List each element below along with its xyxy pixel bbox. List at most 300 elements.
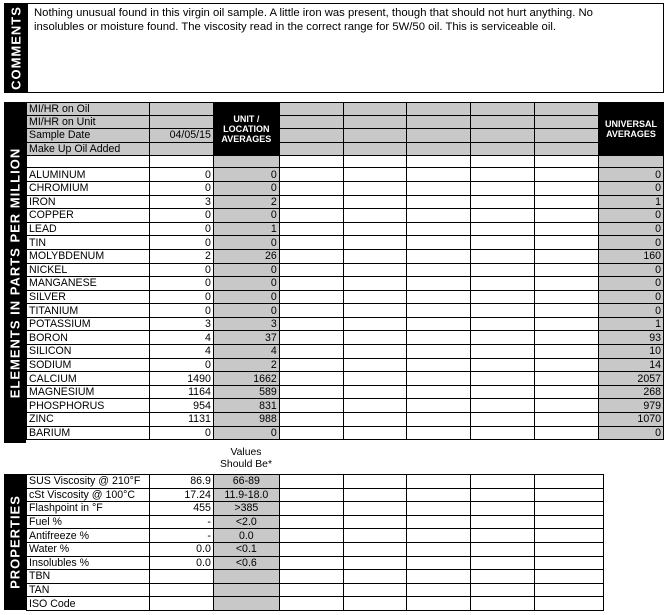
empty-cell [407,103,471,116]
empty-cell [343,155,407,168]
empty-cell [279,529,343,543]
empty-cell [471,304,535,318]
empty-cell [535,317,599,331]
empty-cell [535,372,599,386]
element-universal-average: 268 [598,385,663,399]
empty-cell [343,358,407,372]
element-unit-average: 0 [213,209,279,223]
info-value [149,142,213,155]
element-value: 0 [149,304,213,318]
element-universal-average: 10 [598,345,663,359]
empty-cell [407,290,471,304]
element-row [27,385,664,399]
element-name: LEAD [27,222,150,236]
property-name: ISO Code [27,597,150,611]
empty-cell [471,358,535,372]
empty-cell [279,142,343,155]
empty-cell [407,426,471,440]
info-value [149,103,213,116]
element-value: 0 [149,290,213,304]
info-label: Sample Date [27,129,150,142]
element-universal-average: 14 [598,358,663,372]
empty-cell [407,116,471,129]
comments-text: Nothing unusual found in this virgin oil sample. A little iron was present, though that should not hurt anything. No insolubles or moisture found. The viscosity read in the correct range for 5W/50 oil. This is serviceable oil. [34,7,593,33]
empty-cell [279,597,343,611]
empty-cell [535,583,604,597]
empty-cell [279,195,343,209]
empty-cell [407,263,471,277]
empty-cell [407,570,471,584]
empty-cell [471,116,535,129]
element-value: 3 [149,195,213,209]
empty-cell [407,142,471,155]
empty-cell [343,277,407,291]
property-value: 455 [149,502,213,516]
empty-cell [471,222,535,236]
element-value: 4 [149,331,213,345]
empty-cell [343,570,407,584]
empty-cell [279,129,343,142]
empty-cell [279,475,343,489]
info-label: MI/HR on Unit [27,116,150,129]
property-value: 86.9 [149,475,213,489]
empty-cell [407,181,471,195]
empty-cell [535,304,599,318]
element-universal-average: 0 [598,222,663,236]
empty-cell [471,597,535,611]
property-row [27,515,604,529]
empty-cell [343,181,407,195]
info-row [27,116,664,129]
empty-cell [535,195,599,209]
property-value: - [149,515,213,529]
empty-cell [471,277,535,291]
element-name: SILICON [27,345,150,359]
element-name: IRON [27,195,150,209]
element-value: 0 [149,263,213,277]
info-label: Make Up Oil Added [27,142,150,155]
info-value: 04/05/15 [149,129,213,142]
element-universal-average: 0 [598,181,663,195]
empty-cell [279,181,343,195]
element-value: 3 [149,317,213,331]
empty-cell [279,116,343,129]
empty-cell [279,222,343,236]
empty-cell [471,583,535,597]
property-row [27,502,604,516]
empty-cell [535,345,599,359]
empty-cell [407,209,471,223]
empty-cell [279,263,343,277]
empty-cell [407,317,471,331]
empty-cell [407,358,471,372]
empty-cell [279,372,343,386]
property-value: 0.0 [149,556,213,570]
empty-cell [343,249,407,263]
empty-cell [407,372,471,386]
element-row [27,236,664,250]
empty-cell [535,358,599,372]
property-name: Insolubles % [27,556,150,570]
empty-cell [471,168,535,182]
empty-cell [279,249,343,263]
empty-cell [343,168,407,182]
empty-cell [535,385,599,399]
empty-cell [279,304,343,318]
empty-cell [343,345,407,359]
empty-cell [343,263,407,277]
element-name: MAGNESIUM [27,385,150,399]
element-unit-average: 0 [213,181,279,195]
info-row [27,142,664,155]
empty-cell [471,103,535,116]
element-row [27,317,664,331]
element-row [27,426,664,440]
empty-cell [471,142,535,155]
property-should-be: >385 [213,502,279,516]
empty-cell [343,413,407,427]
unit-averages-header: UNIT / LOCATION AVERAGES [213,103,279,156]
empty-cell [535,168,599,182]
empty-cell [343,542,407,556]
element-row [27,304,664,318]
element-universal-average: 0 [598,263,663,277]
property-should-be: <2.0 [213,515,279,529]
empty-cell [471,345,535,359]
empty-cell [535,249,599,263]
element-unit-average: 589 [213,385,279,399]
empty-cell [279,290,343,304]
property-row [27,597,604,611]
element-row [27,331,664,345]
empty-cell [535,222,599,236]
empty-cell [343,583,407,597]
element-row [27,181,664,195]
element-unit-average: 2 [213,195,279,209]
empty-cell [535,597,604,611]
empty-cell [471,195,535,209]
element-name: PHOSPHORUS [27,399,150,413]
empty-cell [279,168,343,182]
empty-cell [535,515,604,529]
property-row [27,475,604,489]
empty-cell [471,502,535,516]
empty-cell [471,529,535,543]
elements-table [26,102,664,440]
element-universal-average: 0 [598,304,663,318]
property-name: SUS Viscosity @ 210°F [27,475,150,489]
empty-cell [343,116,407,129]
empty-cell [343,385,407,399]
element-row [27,195,664,209]
spacer-row [27,155,664,168]
empty-cell [407,515,471,529]
element-unit-average: 1 [213,222,279,236]
info-row [27,103,664,116]
empty-cell [471,331,535,345]
property-should-be: <0.1 [213,542,279,556]
empty-cell [343,399,407,413]
element-unit-average: 0 [213,277,279,291]
element-row [27,399,664,413]
element-value: 1490 [149,372,213,386]
element-unit-average: 3 [213,317,279,331]
property-should-be [213,570,279,584]
element-name: MANGANESE [27,277,150,291]
empty-cell [407,529,471,543]
empty-cell [535,399,599,413]
empty-cell [535,263,599,277]
empty-cell [407,556,471,570]
empty-cell [535,529,604,543]
element-unit-average: 988 [213,413,279,427]
element-unit-average: 37 [213,331,279,345]
element-row [27,277,664,291]
element-row [27,358,664,372]
empty-cell [471,263,535,277]
universal-averages-header: UNIVERSAL AVERAGES [598,103,663,156]
element-value: 0 [149,358,213,372]
element-universal-average: 979 [598,399,663,413]
element-row [27,263,664,277]
empty-cell [535,488,604,502]
empty-cell [471,249,535,263]
empty-cell [471,413,535,427]
property-name: cSt Viscosity @ 100°C [27,488,150,502]
empty-cell [407,597,471,611]
property-name: Antifreeze % [27,529,150,543]
empty-cell [279,155,343,168]
empty-cell [343,515,407,529]
elements-side-label: ELEMENTS IN PARTS PER MILLION [4,102,26,443]
empty-cell [407,249,471,263]
empty-cell [471,570,535,584]
empty-cell [343,209,407,223]
element-name: POTASSIUM [27,317,150,331]
properties-side-label: PROPERTIES [4,474,26,610]
element-unit-average: 0 [213,426,279,440]
element-universal-average: 93 [598,331,663,345]
empty-cell [279,426,343,440]
property-should-be: 11.9-18.0 [213,488,279,502]
info-row [27,129,664,142]
empty-cell [407,277,471,291]
empty-cell [407,488,471,502]
empty-cell [471,155,535,168]
empty-cell [343,529,407,543]
element-universal-average: 0 [598,290,663,304]
empty-cell [407,542,471,556]
element-unit-average: 0 [213,263,279,277]
property-value: - [149,529,213,543]
empty-cell [471,181,535,195]
element-name: CHROMIUM [27,181,150,195]
empty-cell [407,195,471,209]
empty-cell [471,542,535,556]
element-unit-average: 0 [213,236,279,250]
empty-cell [279,345,343,359]
empty-cell [535,426,599,440]
element-unit-average: 0 [213,290,279,304]
element-value: 0 [149,426,213,440]
empty-cell [279,331,343,345]
element-row [27,168,664,182]
property-name: Water % [27,542,150,556]
element-row [27,413,664,427]
element-universal-average: 1070 [598,413,663,427]
element-universal-average: 0 [598,209,663,223]
empty-cell [407,583,471,597]
empty-cell [598,155,663,168]
element-row [27,222,664,236]
empty-cell [149,155,213,168]
empty-cell [535,413,599,427]
element-name: TITANIUM [27,304,150,318]
property-row [27,542,604,556]
element-universal-average: 0 [598,426,663,440]
property-value [149,597,213,611]
empty-cell [407,399,471,413]
empty-cell [343,222,407,236]
empty-cell [279,488,343,502]
element-name: NICKEL [27,263,150,277]
element-name: ALUMINUM [27,168,150,182]
element-row [27,249,664,263]
empty-cell [279,570,343,584]
empty-cell [535,116,599,129]
property-row [27,570,604,584]
element-name: BARIUM [27,426,150,440]
property-name: TBN [27,570,150,584]
empty-cell [471,556,535,570]
empty-cell [407,304,471,318]
empty-cell [343,597,407,611]
empty-cell [471,488,535,502]
empty-cell [471,290,535,304]
empty-cell [279,515,343,529]
empty-cell [279,385,343,399]
empty-cell [535,570,604,584]
element-name: BORON [27,331,150,345]
empty-cell [471,317,535,331]
empty-cell [535,331,599,345]
element-unit-average: 0 [213,304,279,318]
empty-cell [279,502,343,516]
empty-cell [471,385,535,399]
element-row [27,290,664,304]
empty-cell [535,103,599,116]
empty-cell [279,236,343,250]
empty-cell [407,168,471,182]
empty-cell [535,277,599,291]
element-unit-average: 4 [213,345,279,359]
empty-cell [535,502,604,516]
element-value: 954 [149,399,213,413]
info-value [149,116,213,129]
element-name: MOLYBDENUM [27,249,150,263]
property-name: TAN [27,583,150,597]
element-universal-average: 2057 [598,372,663,386]
empty-cell [343,290,407,304]
empty-cell [343,317,407,331]
empty-cell [471,372,535,386]
values-should-be-header: Values Should Be* [220,447,272,470]
empty-cell [471,129,535,142]
element-value: 1164 [149,385,213,399]
info-label: MI/HR on Oil [27,103,150,116]
element-name: SILVER [27,290,150,304]
element-universal-average: 1 [598,195,663,209]
empty-cell [535,129,599,142]
element-universal-average: 1 [598,317,663,331]
element-unit-average: 0 [213,168,279,182]
empty-cell [343,372,407,386]
empty-cell [279,399,343,413]
element-name: TIN [27,236,150,250]
empty-cell [279,583,343,597]
property-row [27,583,604,597]
property-row [27,488,604,502]
element-unit-average: 1662 [213,372,279,386]
property-should-be: 0.0 [213,529,279,543]
empty-cell [535,209,599,223]
element-unit-average: 831 [213,399,279,413]
empty-cell [407,502,471,516]
empty-cell [279,209,343,223]
element-universal-average: 160 [598,249,663,263]
properties-table [26,474,604,611]
property-value: 17.24 [149,488,213,502]
element-value: 1131 [149,413,213,427]
empty-cell [27,155,150,168]
empty-cell [407,385,471,399]
empty-cell [343,236,407,250]
empty-cell [407,413,471,427]
empty-cell [279,103,343,116]
empty-cell [535,142,599,155]
empty-cell [279,542,343,556]
element-universal-average: 0 [598,236,663,250]
empty-cell [407,129,471,142]
property-value: 0.0 [149,542,213,556]
empty-cell [343,556,407,570]
empty-cell [213,155,279,168]
empty-cell [343,331,407,345]
empty-cell [343,129,407,142]
property-should-be: <0.6 [213,556,279,570]
empty-cell [407,236,471,250]
empty-cell [407,331,471,345]
property-row [27,556,604,570]
empty-cell [407,222,471,236]
empty-cell [343,195,407,209]
empty-cell [279,317,343,331]
property-name: Fuel % [27,515,150,529]
property-should-be [213,583,279,597]
empty-cell [343,475,407,489]
empty-cell [471,475,535,489]
element-value: 0 [149,222,213,236]
element-value: 0 [149,209,213,223]
element-value: 0 [149,181,213,195]
property-value [149,583,213,597]
element-universal-average: 0 [598,277,663,291]
element-name: ZINC [27,413,150,427]
element-value: 2 [149,249,213,263]
element-unit-average: 26 [213,249,279,263]
element-name: CALCIUM [27,372,150,386]
empty-cell [535,556,604,570]
